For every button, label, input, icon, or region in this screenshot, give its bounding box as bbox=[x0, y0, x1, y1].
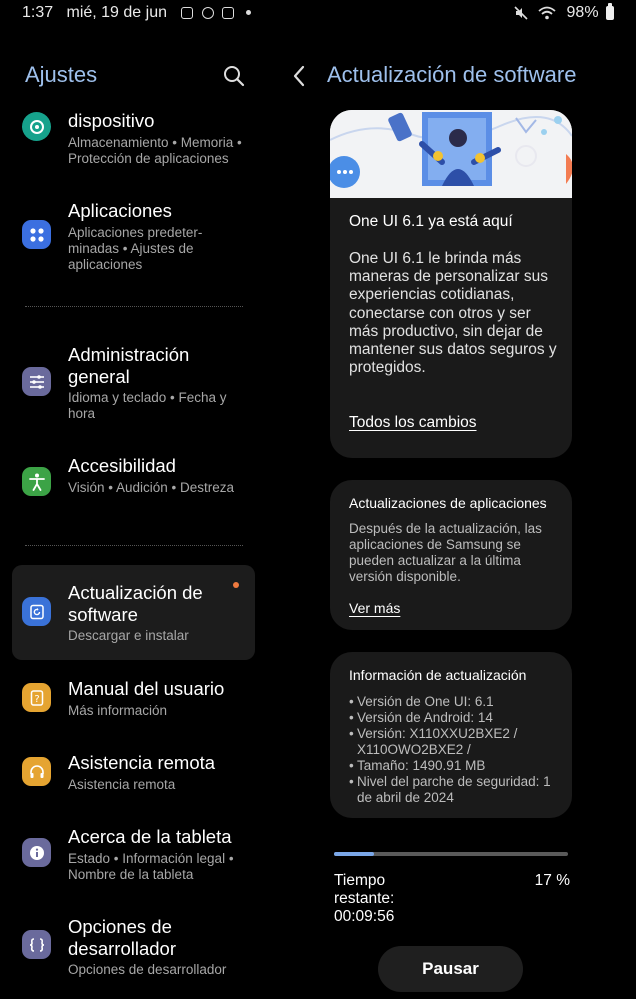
section-divider bbox=[25, 306, 243, 307]
software-update-icon bbox=[22, 597, 51, 626]
samsung-pay-icon bbox=[181, 7, 193, 19]
sidebar-item-subtitle: Más información bbox=[68, 703, 168, 718]
notification-dot bbox=[233, 582, 239, 588]
list-item: • Nivel del parche de seguridad: 1 de abril de 2024 bbox=[349, 774, 562, 806]
status-date: mié, 19 de jun bbox=[66, 4, 167, 21]
update-info-heading: Información de actualización bbox=[349, 667, 527, 683]
sidebar-item-remote-support[interactable] bbox=[12, 746, 255, 802]
developer-icon bbox=[22, 930, 51, 959]
chevron-left-icon[interactable] bbox=[290, 64, 308, 88]
update-info-list bbox=[349, 694, 562, 806]
sidebar-item-subtitle: Asistencia remota bbox=[68, 777, 176, 792]
sidebar-item-subtitle: Almacenamiento • Memoria • Protección de aplicaciones bbox=[68, 135, 242, 166]
sidebar-item-title: Administración general bbox=[68, 344, 190, 387]
app-updates-heading: Actualizaciones de aplicaciones bbox=[349, 495, 547, 511]
sidebar-item-user-manual[interactable] bbox=[12, 672, 255, 728]
whats-new-card bbox=[330, 110, 572, 458]
app-updates-card bbox=[330, 480, 572, 630]
status-left bbox=[22, 4, 251, 22]
calendar-icon bbox=[222, 7, 234, 19]
battery-icon bbox=[606, 6, 614, 20]
all-changes-link[interactable]: Todos los cambios bbox=[349, 414, 477, 431]
manual-icon bbox=[22, 683, 51, 712]
sidebar-item-device[interactable] bbox=[12, 104, 255, 174]
see-more-link[interactable]: Ver más bbox=[349, 600, 401, 616]
status-bar bbox=[0, 0, 636, 26]
list-item: • Versión de One UI: 6.1 bbox=[349, 694, 562, 710]
apps-grid-icon bbox=[22, 220, 51, 249]
sidebar-item-subtitle: Visión • Audición • Destreza bbox=[68, 480, 235, 495]
sidebar-item-subtitle: Opciones de desarrollador bbox=[68, 962, 227, 977]
sidebar-item-title: Asistencia remota bbox=[68, 752, 216, 773]
sidebar-item-title: Accesibilidad bbox=[68, 455, 176, 476]
svg-text:?: ? bbox=[33, 693, 40, 705]
progress-percent: 17 % bbox=[534, 872, 570, 889]
sidebar-item-general-management[interactable] bbox=[12, 338, 255, 428]
info-icon bbox=[22, 838, 51, 867]
battery-percent: 98% bbox=[566, 4, 599, 21]
sidebar-item-about-tablet[interactable] bbox=[12, 820, 255, 890]
wifi-icon bbox=[538, 6, 556, 20]
device-care-icon bbox=[22, 112, 51, 141]
list-item: • Versión: X110XXU2BXE2 / X110OWO2BXE2 / bbox=[349, 726, 562, 758]
sidebar-item-accessibility[interactable] bbox=[12, 449, 255, 519]
section-divider bbox=[25, 545, 243, 546]
status-right bbox=[514, 4, 614, 22]
sidebar-item-title: Opciones de desarrollador bbox=[68, 916, 176, 959]
sidebar-item-title: Manual del usuario bbox=[68, 678, 225, 699]
dot-icon bbox=[246, 10, 251, 15]
sidebar-item-subtitle: Descargar e instalar bbox=[68, 628, 189, 643]
update-info-card bbox=[330, 652, 572, 818]
headset-icon bbox=[22, 757, 51, 786]
sidebar-item-title: Aplicaciones bbox=[68, 200, 172, 221]
sidebar-item-subtitle: Estado • Información legal • Nombre de la tableta bbox=[68, 851, 234, 882]
download-progress-fill bbox=[334, 852, 374, 856]
accessibility-icon bbox=[22, 467, 51, 496]
sidebar-item-title: Acerca de la tableta bbox=[68, 826, 232, 847]
status-time: 1:37 bbox=[22, 4, 54, 21]
sidebar-item-software-update[interactable] bbox=[12, 565, 255, 660]
list-item: • Tamaño: 1490.91 MB bbox=[349, 758, 562, 774]
sidebar-item-developer-options[interactable] bbox=[12, 910, 255, 984]
whats-new-heading: One UI 6.1 ya está aquí bbox=[349, 213, 513, 230]
sidebar-item-title: Actualización de software bbox=[68, 582, 203, 625]
search-icon[interactable] bbox=[222, 64, 246, 88]
app-updates-body: Después de la actualización, las aplicaciones de Samsung se pueden actualizar a la última versión disponible. bbox=[349, 521, 542, 584]
sidebar-item-subtitle: Aplicaciones predeter-minadas • Ajustes de aplicaciones bbox=[68, 225, 203, 272]
sidebar-item-apps[interactable] bbox=[12, 194, 255, 278]
whats-new-body: One UI 6.1 le brinda más maneras de personalizar sus experiencias cotidianas, conectarse con otros y ser más productivo, sin dejar de mantener sus datos seguros y protegidos. bbox=[349, 250, 557, 377]
one-ui-illustration bbox=[330, 110, 572, 198]
mute-icon bbox=[514, 6, 528, 20]
time-remaining: Tiempo restante: 00:09:56 bbox=[334, 872, 395, 925]
sliders-icon bbox=[22, 367, 51, 396]
pause-button[interactable]: Pausar bbox=[378, 946, 523, 992]
sidebar-item-subtitle: Idioma y teclado • Fecha y hora bbox=[68, 390, 227, 421]
list-item: • Versión de Android: 14 bbox=[349, 710, 562, 726]
whatsapp-icon bbox=[202, 7, 214, 19]
download-progress-bar bbox=[334, 852, 568, 856]
settings-title: Ajustes bbox=[25, 62, 98, 87]
sidebar-item-title: dispositivo bbox=[68, 110, 155, 131]
page-title: Actualización de software bbox=[327, 62, 577, 87]
